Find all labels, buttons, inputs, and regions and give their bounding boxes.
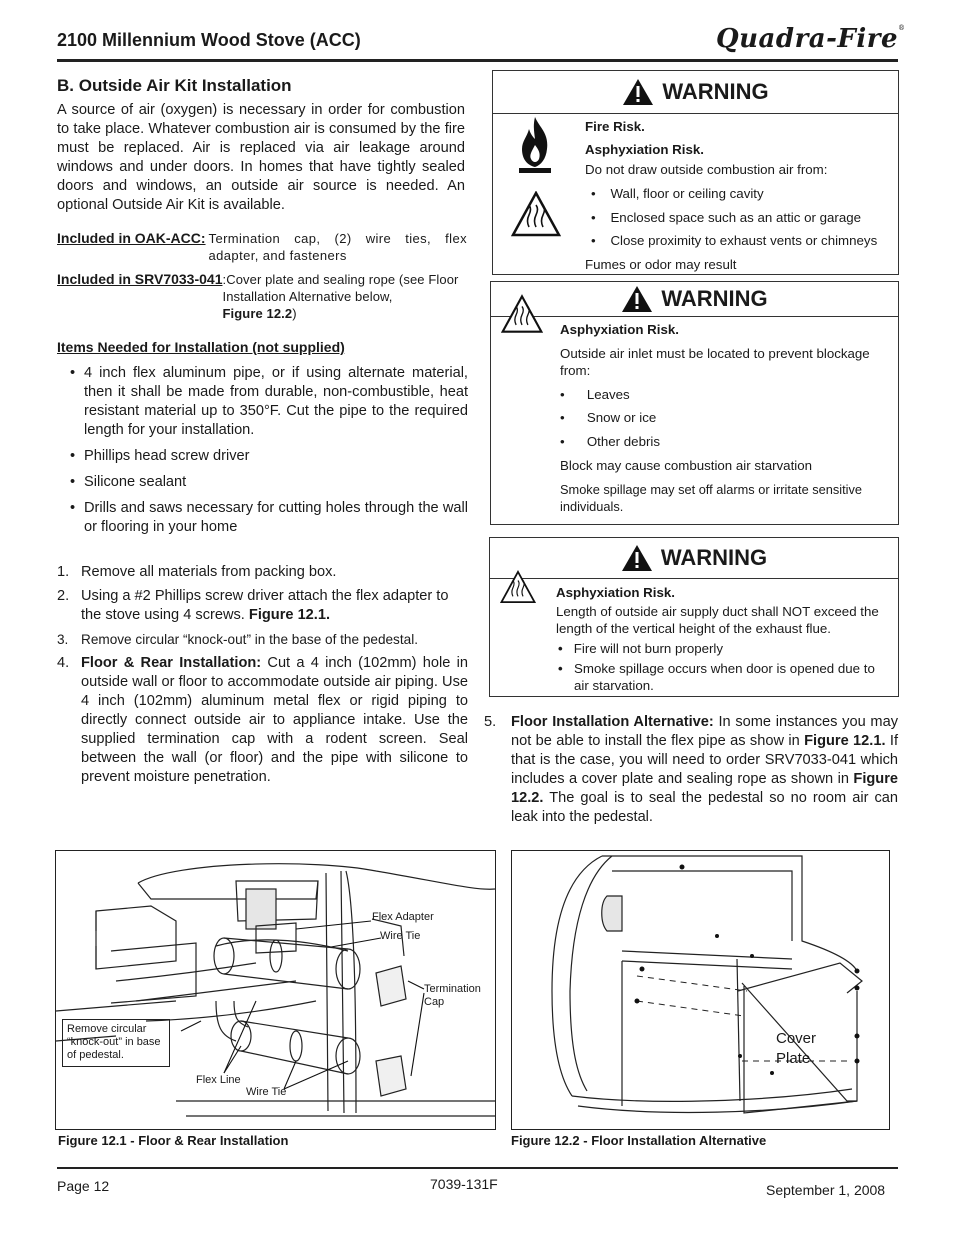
list-item: • Silicone sealant: [70, 474, 187, 490]
list-item: • Drills and saws necessary for cutting holes through the wall or flooring in your home: [70, 500, 468, 535]
intro-paragraph: A source of air (oxygen) is necessary in order for combustion to take place. Whatever combustion air is consumed by the fire must be replaced. Air is replaced via air leakage around windows and under doors. In homes that have tightly sealed doors and windows, an outside air source is needed. An optional Outside Air Kit is available.: [57, 102, 465, 213]
warning-box-inlet: [490, 281, 899, 525]
srv-text: Cover plate and sealing rope (see Floor Installation Alternative below,: [222, 272, 459, 304]
brand-logo: Quadra-Fire®: [716, 24, 906, 54]
srv-included: Included in SRV7033-041 :Cover plate and sealing rope (see Floor Installation Alternative below, Figure 12.2): [57, 271, 459, 321]
warning-line: Fumes or odor may result: [585, 257, 737, 272]
warning-bullet: • Wall, floor or ceiling cavity: [591, 186, 764, 201]
warning-bullet: • Snow or ice: [560, 410, 657, 425]
items-list: [70, 364, 468, 537]
list-item: • Phillips head screw driver: [70, 448, 250, 464]
section-title: B. Outside Air Kit Installation: [57, 76, 292, 95]
figure-12-2: [511, 850, 890, 1130]
figure-12-2-caption: Figure 12.2 - Floor Installation Alternative: [511, 1133, 767, 1148]
step-5: 5. Floor Installation Alternative: In some instances you may not be able to install the flex pipe as show in Figure 12.1. If that is the case, you will need to order SRV7033-041 which includes a cover plate and sealing rope as shown in Figure 12.2. The goal is to seal the pedestal so no room air can leak into the pedestal.: [484, 714, 898, 825]
warning-header: WARNING: [493, 71, 898, 114]
label-wire-tie: Wire Tie: [380, 930, 421, 942]
srv-figure-ref: Figure 12.2: [222, 306, 293, 321]
figure-12-1: [55, 850, 496, 1130]
step-3: 3. Remove circular “knock-out” in the base of the pedestal.: [57, 632, 418, 647]
label-knockout: Remove circular “knock-out” in base of pedestal.: [62, 1019, 170, 1067]
warning-bullet: • Other debris: [560, 434, 660, 449]
warning-line: Outside air inlet must be located to prevent blockage from:: [560, 346, 870, 378]
document-title: 2100 Millennium Wood Stove (ACC): [57, 30, 361, 50]
warning-line: Asphyxiation Risk.: [560, 322, 679, 337]
page-number: Page 12: [57, 1178, 110, 1194]
document-date: September 1, 2008: [766, 1182, 886, 1198]
warning-line: Block may cause combustion air starvation: [560, 458, 813, 473]
label-flex-adapter: Flex Adapter: [372, 911, 434, 923]
label-wire-tie: Wire Tie: [246, 1086, 287, 1098]
fire-hazard-icon: [515, 115, 555, 175]
warning-bullet: • Fire will not burn properly: [558, 641, 724, 656]
warning-triangle-icon: [621, 544, 653, 572]
header-divider: [57, 59, 898, 62]
warning-bullet: • Smoke spillage occurs when door is opened due to air starvation.: [558, 661, 875, 693]
warning-line: Asphyxiation Risk.: [585, 142, 704, 157]
list-item: • 4 inch flex aluminum pipe, or if using alternate material, then it shall be made from durable, non-combustible, heat resistant material up to 350°F. Cut the pipe to the required length for your installation.: [70, 365, 468, 438]
steps-list: [57, 563, 468, 787]
label-termination-cap: Termination Cap: [424, 983, 481, 1008]
warning-line: Do not draw outside combustion air from:: [585, 162, 828, 177]
oak-label: Included in OAK-ACC:: [57, 230, 206, 246]
warning-bullet: • Leaves: [560, 387, 630, 402]
warning-line: Length of outside air supply duct shall NOT exceed the length of the vertical height of the exhaust flue.: [556, 604, 879, 636]
asphyxiation-hazard-icon: [511, 191, 561, 237]
items-needed-title: Items Needed for Installation (not supplied): [57, 339, 345, 355]
oak-text: Termination cap, (2) wire ties, flex adapter, and fasteners: [208, 231, 467, 263]
footer-divider: [57, 1167, 898, 1169]
warning-line: Asphyxiation Risk.: [556, 585, 675, 600]
floor-installation-alternative-illustration: [512, 851, 889, 1129]
warning-triangle-icon: [621, 285, 653, 313]
asphyxiation-hazard-icon: [500, 570, 536, 604]
warning-line: Fire Risk.: [585, 119, 645, 134]
step-4: 4. Floor & Rear Installation: Cut a 4 inch (102mm) hole in outside wall or floor to accommodate outside air piping. Use 4 inch (102mm) aluminum metal flex or rigid piping to directly connect outside air to appliance intake. Use the supplied termination cap with a rodent screen. Seal between the wall (or floor) and the pipe with silicone to prevent moisture penetration.: [57, 655, 468, 785]
warning-bullet: • Enclosed space such as an attic or garage: [591, 210, 862, 225]
warning-line: Smoke spillage may set off alarms or irritate sensitive individuals.: [560, 482, 863, 514]
label-flex-line: Flex Line: [196, 1074, 241, 1086]
warning-box-fire: [492, 70, 899, 275]
document-number: 7039-131F: [430, 1176, 498, 1192]
oak-included: [57, 230, 467, 264]
srv-label: Included in SRV7033-041: [57, 271, 223, 287]
figure-12-1-caption: Figure 12.1 - Floor & Rear Installation: [58, 1133, 289, 1148]
warning-bullet: • Close proximity to exhaust vents or chimneys: [591, 233, 878, 248]
warning-triangle-icon: [622, 78, 654, 106]
warning-header: WARNING: [490, 538, 898, 579]
label-cover-plate: Cover Plate: [776, 1030, 817, 1067]
step-2: 2. Using a #2 Phillips screw driver attach the flex adapter to the stove using 4 screws. Figure 12.1.: [57, 588, 449, 623]
warning-box-duct: [489, 537, 899, 697]
warning-header: WARNING: [491, 282, 898, 317]
asphyxiation-hazard-icon: [501, 292, 543, 336]
step-1: 1. Remove all materials from packing box.: [57, 564, 337, 580]
